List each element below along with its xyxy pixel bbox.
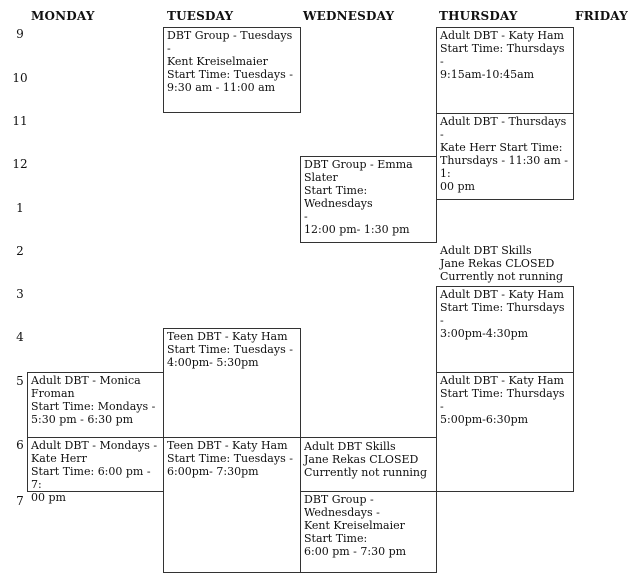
- event-wednesday-dbt-group-slater[interactable]: DBT Group - Emma Slater Start Time: Wednesdays - 12:00 pm- 1:30 pm: [300, 156, 437, 243]
- hour-label: 3: [16, 287, 24, 301]
- event-thursday-adult-dbt-5pm[interactable]: Adult DBT - Katy Ham Start Time: Thursdays - 5:00pm-6:30pm: [436, 372, 574, 492]
- event-monday-adult-dbt-froman[interactable]: Adult DBT - Monica Froman Start Time: Mondays - 5:30 pm - 6:30 pm: [27, 372, 164, 438]
- event-thursday-adult-dbt-morning[interactable]: Adult DBT - Katy Ham Start Time: Thursdays - 9:15am-10:45am: [436, 27, 574, 114]
- event-thursday-adult-dbt-herr[interactable]: Adult DBT - Thursdays - Kate Herr Start Time: Thursdays - 11:30 am - 1: 00 pm: [436, 113, 574, 200]
- hour-label: 7: [16, 494, 24, 508]
- day-header-tuesday: TUESDAY: [167, 9, 234, 23]
- day-header-monday: MONDAY: [31, 9, 95, 23]
- day-header-friday: FRIDAY: [575, 9, 628, 23]
- day-header-thursday: THURSDAY: [439, 9, 518, 23]
- hour-label: 12: [12, 157, 28, 171]
- event-wednesday-adult-dbt-skills[interactable]: Adult DBT Skills Jane Rekas CLOSED Currently not running: [300, 437, 437, 492]
- event-tuesday-teen-dbt-6pm[interactable]: Teen DBT - Katy Ham Start Time: Tuesdays - 6:00pm- 7:30pm: [163, 437, 301, 573]
- event-tuesday-dbt-group[interactable]: DBT Group - Tuesdays - Kent Kreiselmaier Start Time: Tuesdays - 9:30 am - 11:00 am: [163, 27, 301, 113]
- hour-label: 9: [16, 27, 24, 41]
- event-monday-adult-dbt-herr[interactable]: Adult DBT - Mondays - Kate Herr Start Time: 6:00 pm - 7: 00 pm: [27, 437, 164, 492]
- hour-label: 11: [12, 114, 28, 128]
- hour-label: 1: [16, 201, 24, 215]
- hour-label: 6: [16, 438, 24, 452]
- event-thursday-adult-dbt-3pm[interactable]: Adult DBT - Katy Ham Start Time: Thursdays - 3:00pm-4:30pm: [436, 286, 574, 373]
- note-thursday-adult-dbt-skills: Adult DBT Skills Jane Rekas CLOSED Currently not running: [440, 244, 564, 283]
- hour-label: 4: [16, 330, 24, 344]
- event-tuesday-teen-dbt-4pm[interactable]: Teen DBT - Katy Ham Start Time: Tuesdays - 4:00pm- 5:30pm: [163, 328, 301, 438]
- hour-label: 5: [16, 374, 24, 388]
- event-wednesday-dbt-group-kent[interactable]: DBT Group - Wednesdays - Kent Kreiselmaier Start Time: 6:00 pm - 7:30 pm: [300, 491, 437, 573]
- hour-label: 10: [12, 71, 28, 85]
- hour-label: 2: [16, 244, 24, 258]
- day-header-wednesday: WEDNESDAY: [303, 9, 395, 23]
